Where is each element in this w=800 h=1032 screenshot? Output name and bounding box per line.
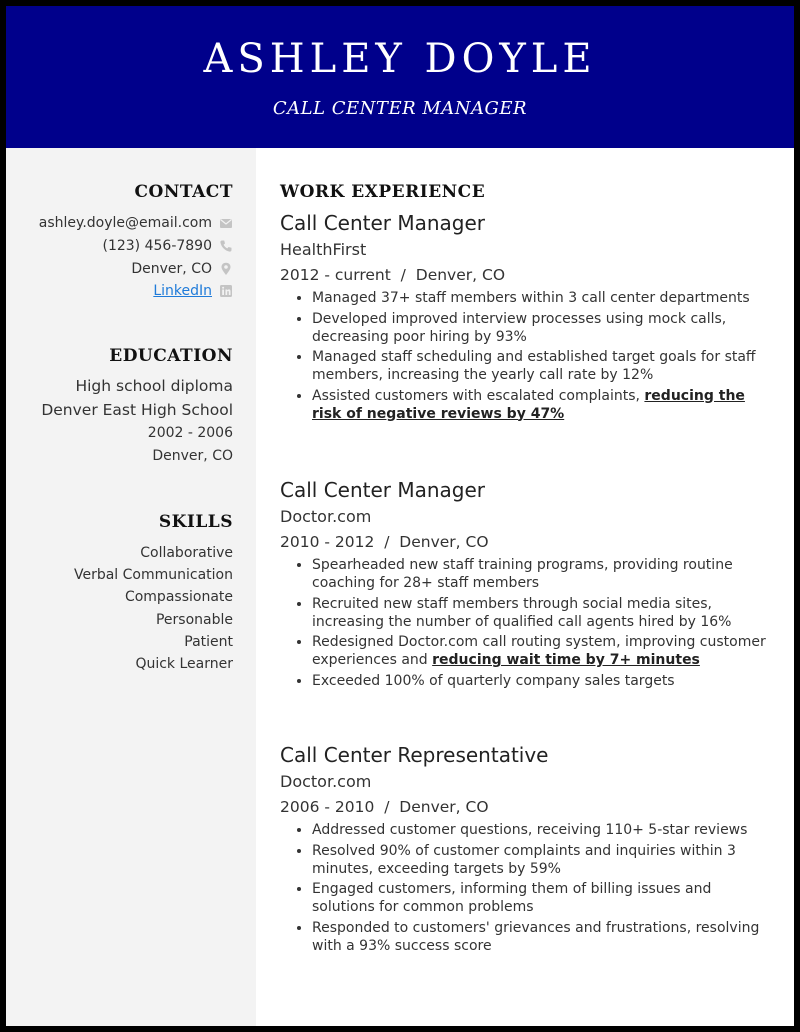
- job-location: Denver, CO: [415, 266, 506, 284]
- phone-icon: [219, 239, 233, 253]
- contact-phone-row: [6, 235, 233, 258]
- contact-phone[interactable]: (123) 456-7890: [102, 238, 212, 255]
- bullet-item: • Resolved 90% of customer complaints and inquiries within 3 minutes, exceeding targets by 59%: [312, 842, 770, 878]
- job-meta: [280, 530, 770, 554]
- bullet-item: • Engaged customers, informing them of billing issues and solutions for common problems: [312, 880, 770, 916]
- bullet-item: • Recruited new staff members through social media sites, increasing the number of qualified call agents hired by 16%: [312, 595, 770, 631]
- job-dates: 2010 - 2012: [280, 533, 375, 551]
- bullet-item: • Managed 37+ staff members within 3 call center departments: [312, 289, 770, 307]
- job-entry: [280, 742, 770, 957]
- envelope-icon: [219, 216, 233, 230]
- skill-item: Verbal Communication: [73, 567, 233, 584]
- bullet-item: • Managed staff scheduling and established target goals for staff members, increasing the yearly call rate by 12%: [312, 348, 770, 384]
- job-title: Call Center Manager: [280, 211, 486, 235]
- bullet-item: • Developed improved interview processes using mock calls, decreasing poor hiring by 93%: [312, 310, 770, 346]
- education-years: 2002 - 2006: [147, 425, 233, 441]
- contact-heading: CONTACT: [134, 182, 233, 202]
- skill-item: Personable: [155, 611, 233, 628]
- skill-item: Patient: [184, 633, 233, 650]
- job-company: Doctor.com: [280, 772, 372, 791]
- job-entry: [280, 477, 770, 692]
- skills-section: [6, 512, 233, 675]
- meta-separator: /: [395, 266, 411, 284]
- contact-section: [6, 182, 233, 303]
- job-title-banner: CALL CENTER MANAGER: [272, 98, 528, 119]
- education-degree: High school diploma: [75, 377, 233, 395]
- bullet-item: • Redesigned Doctor.com call routing system, improving customer experiences and reducing wait time by 7+ minutes: [312, 633, 770, 669]
- bullet-item: • Assisted customers with escalated complaints, reducing the risk of negative reviews by 47%: [312, 387, 770, 423]
- education-location: Denver, CO: [152, 448, 233, 464]
- resume-page: [6, 6, 794, 1026]
- skill-item: Collaborative: [140, 545, 233, 561]
- bullet-item: • Exceeded 100% of quarterly company sales targets: [312, 672, 770, 690]
- contact-email[interactable]: ashley.doyle@email.com: [38, 215, 212, 232]
- sidebar: [6, 148, 256, 1026]
- resume-header: [6, 6, 794, 148]
- skills-heading: SKILLS: [158, 512, 233, 532]
- bullet-item: • Spearheaded new staff training programs, providing routine coaching for 28+ staff members: [312, 556, 770, 592]
- job-meta: [280, 263, 770, 287]
- contact-email-row: [6, 212, 233, 235]
- linkedin-icon: [219, 284, 233, 298]
- meta-separator: /: [379, 533, 395, 551]
- meta-separator: /: [379, 798, 395, 816]
- job-location: Denver, CO: [399, 798, 489, 816]
- contact-location: Denver, CO: [131, 260, 212, 277]
- job-bullets: [280, 289, 770, 423]
- job-dates: 2012 - current: [280, 266, 391, 284]
- education-school: Denver East High School: [41, 401, 233, 419]
- bullet-item: • Responded to customers' grievances and frustrations, resolving with a 93% success score: [312, 919, 770, 955]
- work-experience-heading: WORK EXPERIENCE: [280, 182, 486, 202]
- education-heading: EDUCATION: [109, 346, 233, 366]
- job-meta: [280, 795, 770, 819]
- skill-item: Compassionate: [124, 589, 233, 606]
- contact-linkedin-row: [6, 280, 233, 303]
- contact-location-row: [6, 257, 233, 280]
- job-dates: 2006 - 2010: [280, 798, 375, 816]
- job-title: Call Center Manager: [280, 478, 486, 502]
- job-location: Denver, CO: [399, 533, 489, 551]
- job-entry: [280, 210, 770, 425]
- job-title: Call Center Representative: [280, 743, 549, 767]
- job-company: Doctor.com: [280, 507, 372, 526]
- candidate-name: ASHLEY DOYLE: [203, 36, 597, 82]
- job-company: HealthFirst: [280, 240, 367, 259]
- education-section: [6, 346, 233, 468]
- linkedin-link[interactable]: LinkedIn: [153, 283, 212, 300]
- bullet-item: • Addressed customer questions, receiving 110+ 5-star reviews: [312, 821, 770, 839]
- map-pin-icon: [219, 262, 233, 276]
- skill-item: Quick Learner: [135, 656, 233, 673]
- job-bullets: [280, 556, 770, 690]
- job-bullets: [280, 821, 770, 955]
